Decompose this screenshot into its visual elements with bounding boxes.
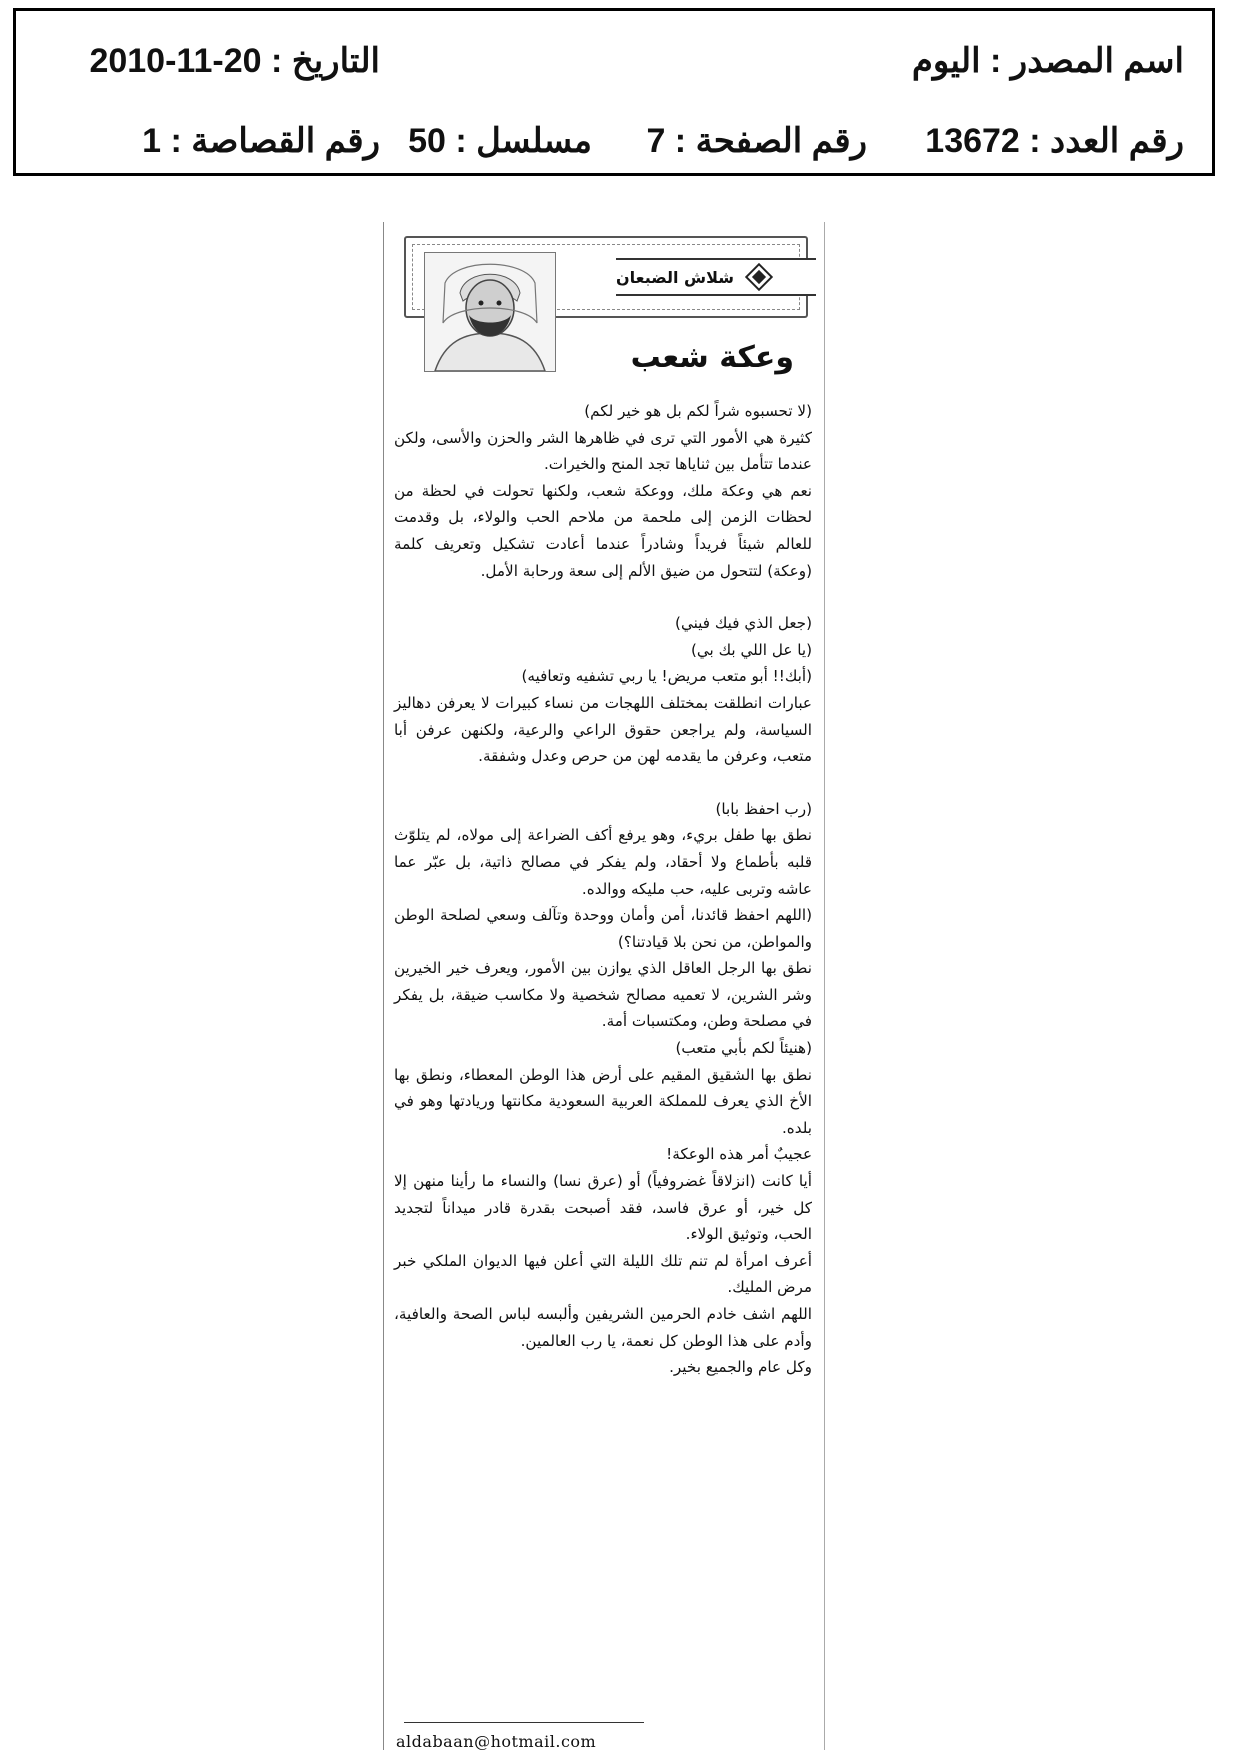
serial-number: مسلسل : 50 bbox=[408, 122, 592, 160]
article-paragraph: عبارات انطلقت بمختلف اللهجات من نساء كبيرات لا يعرفن دهاليز السياسة، ولم يراجعن حقوق الراعي والرعية، ولكنهن عرفن أبا متعب، وعرفن ما يقدمه لهن من حرص وعدل وشفقة. bbox=[394, 693, 812, 766]
article-paragraph: (أبك!! أبو متعب مريض! يا ربي تشفيه وتعافيه) bbox=[521, 667, 812, 686]
article-paragraph: (هنيئاً لكم بأبي متعب) bbox=[675, 1039, 812, 1058]
page-number: رقم الصفحة : 7 bbox=[646, 122, 867, 160]
column-header bbox=[384, 222, 824, 387]
article-paragraph: نطق بها طفل بريء، وهو يرفع أكف الضراعة إلى مولاه، لم يتلوّث قلبه بأطماع ولا أحقاد، ولم يفكر في مصالح ذاتية، بل عبّر عما عاشه وتربى عليه، حب مليكه ووالده. bbox=[394, 826, 812, 898]
clipping-info-box bbox=[13, 8, 1215, 176]
article-body bbox=[394, 398, 812, 1381]
article-paragraph: (رب احفظ بابا) bbox=[715, 799, 812, 818]
article-paragraph bbox=[394, 584, 812, 610]
divider bbox=[404, 1722, 644, 1723]
article-paragraph: (يا عل اللي بك بي) bbox=[690, 640, 812, 659]
article-paragraph: نعم هي وعكة ملك، ووعكة شعب، ولكنها تحولت في لحظة من لحظات الزمن إلى ملحمة من ملاحم الحب والولاء، بل وقدمت للعالم شيئاً فريداً وشادراً عندما أعادت تشكيل وتعريف كلمة (وعكة) لتتحول من ضيق الألم إلى سعة ورحابة الأمل. bbox=[394, 481, 812, 580]
article-title: وعكة شعب bbox=[630, 340, 794, 375]
author-photo bbox=[424, 252, 556, 372]
article-paragraph: (جعل الذي فيك فيني) bbox=[675, 614, 812, 633]
article-paragraph: اللهم اشف خادم الحرمين الشريفين وألبسه لباس الصحة والعافية، وأدم على هذا الوطن كل نعمة، يا رب العالمين. bbox=[394, 1305, 812, 1350]
article-paragraph: أيا كانت (انزلاقاً غضروفياً) أو (عرق نسا) والنساء ما رأينا منهن إلا كل خير، أو عرق فاسد، فقد أصبحت بقدرة قادر ميداناً لتجديد الحب، وتوثيق الولاء. bbox=[394, 1172, 812, 1244]
article-paragraph: (اللهم احفظ قائدنا، أمن وأمان ووحدة وتآلف وسعي لصلحة الوطن والمواطن، من نحن بلا قيادتنا؟) bbox=[394, 906, 812, 951]
article-paragraph: نطق بها الرجل العاقل الذي يوازن بين الأمور، ويعرف خير الخيرين وشر الشرين، لا تعميه مصالح شخصية ولا مكاسب ضيقة، بل يفكر في مصلحة وطن، ومكتسبات أمة. bbox=[394, 959, 812, 1031]
article-paragraph: (لا تحسبوه شراً لكم بل هو خير لكم) bbox=[584, 402, 812, 420]
article-paragraph bbox=[394, 770, 812, 796]
date-field: التاريخ : 20-11-2010 bbox=[89, 42, 380, 80]
newspaper-clipping bbox=[383, 222, 825, 1750]
article-paragraph: عجيبٌ أمر هذه الوعكة! bbox=[666, 1145, 812, 1164]
article-paragraph: كثيرة هي الأمور التي ترى في ظاهرها الشر والحزن والأسى، ولكن عندما تتأمل بين ثناياها تجد المنح والخيرات. bbox=[394, 428, 812, 474]
author-name: شلاش الضبعان bbox=[616, 267, 735, 287]
issue-number: رقم العدد : 13672 bbox=[925, 122, 1184, 160]
author-banner bbox=[616, 258, 816, 296]
article-paragraph: نطق بها الشقيق المقيم على أرض هذا الوطن المعطاء، ونطق بها الأخ الذي يعرف للمملكة العربية السعودية مكانتها وريادتها وهو في بلده. bbox=[394, 1065, 812, 1137]
source-name: اسم المصدر : اليوم bbox=[911, 42, 1184, 80]
author-email: aldabaan@hotmail.com bbox=[396, 1732, 597, 1751]
diamond-ornament-icon bbox=[744, 262, 774, 292]
article-paragraph: وكل عام والجميع بخير. bbox=[669, 1358, 812, 1377]
clip-number: رقم القصاصة : 1 bbox=[142, 122, 380, 160]
article-paragraph: أعرف امرأة لم تنم تلك الليلة التي أعلن فيها الديوان الملكي خبر مرض المليك. bbox=[394, 1251, 812, 1297]
